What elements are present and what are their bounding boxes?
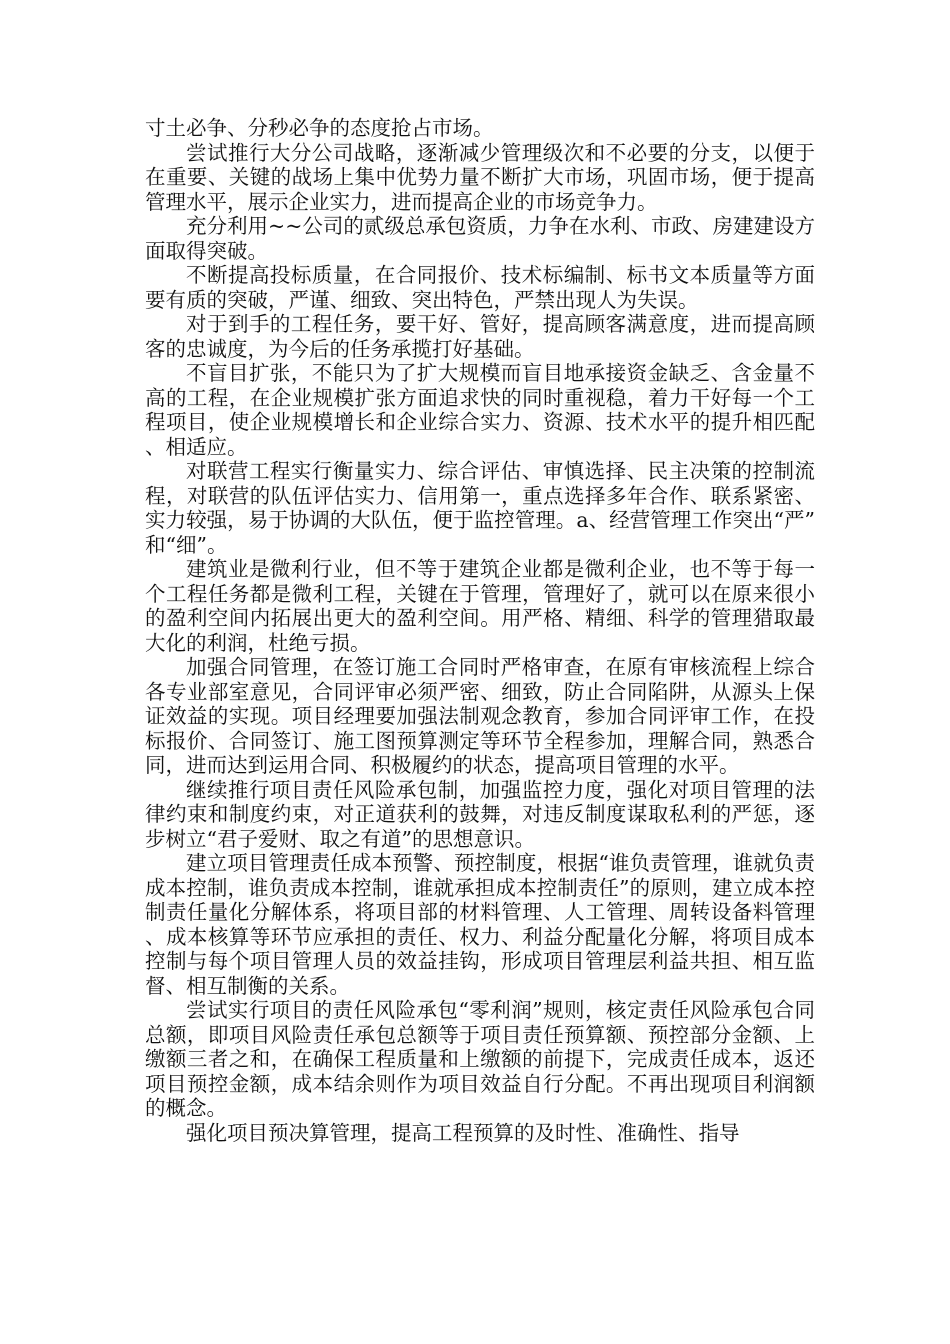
paragraph-4: 不断提高投标质量，在合同报价、技术标编制、标书文本质量等方面要有质的突破，严谨、细致、突出特色，严禁出现人为失误。 [145,263,815,312]
paragraph-5: 对于到手的工程任务，要干好、管好，提高顾客满意度，进而提高顾客的忠诚度，为今后的任务承揽打好基础。 [145,312,815,361]
paragraph-1: 寸土必争、分秒必争的态度抢占市场。 [145,116,494,140]
paragraph-12: 尝试实行项目的责任风险承包“零利润”规则，核定责任风险承包合同总额，即项目风险责任承包总额等于项目责任预算额、预控部分金额、上缴额三者之和，在确保工程质量和上缴额的前提下，完成责任成本，返还项目预控金额，成本结余则作为项目效益自行分配。不再出现项目利润额的概念。 [145,998,815,1120]
paragraph-9: 加强合同管理，在签订施工合同时严格审查，在原有审核流程上综合各专业部室意见，合同评审必须严密、细致，防止合同陷阱，从源头上保证效益的实现。项目经理要加强法制观念教育，参加合同评审工作，在投标报价、合同签订、施工图预算测定等环节全程参加，理解合同，熟悉合同，进而达到运用合同、积极履约的状态，提高项目管理的水平。 [145,655,815,777]
paragraph-2: 尝试推行大分公司战略，逐渐减少管理级次和不必要的分支，以便于在重要、关键的战场上集中优势力量不断扩大市场，巩固市场，便于提高管理水平，展示企业实力，进而提高企业的市场竞争力。 [145,140,815,214]
document-body [145,116,815,1145]
paragraph-7: 对联营工程实行衡量实力、综合评估、审慎选择、民主决策的控制流程，对联营的队伍评估实力、信用第一，重点选择多年合作、联系紧密、实力较强，易于协调的大队伍，便于监控管理。a、经营管理工作突出“严”和“细”。 [145,459,815,557]
paragraph-6: 不盲目扩张，不能只为了扩大规模而盲目地承接资金缺乏、含金量不高的工程，在企业规模扩张方面追求快的同时重视稳，着力干好每一个工程项目，使企业规模增长和企业综合实力、资源、技术水平的提升相匹配、相适应。 [145,361,815,459]
paragraph-8: 建筑业是微利行业，但不等于建筑企业都是微利企业，也不等于每一个工程任务都是微利工程，关键在于管理，管理好了，就可以在原来很小的盈利空间内拓展出更大的盈利空间。用严格、精细、科学的管理猎取最大化的利润，杜绝亏损。 [145,557,815,655]
paragraph-11: 建立项目管理责任成本预警、预控制度，根据“谁负责管理，谁就负责成本控制，谁负责成本控制，谁就承担成本控制责任”的原则，建立成本控制责任量化分解体系，将项目部的材料管理、人工管理、周转设备料管理、成本核算等环节应承担的责任、权力、利益分配量化分解，将项目成本控制与每个项目管理人员的效益挂钩，形成项目管理层利益共担、相互监督、相互制衡的关系。 [145,851,815,998]
paragraph-10: 继续推行项目责任风险承包制，加强监控力度，强化对项目管理的法律约束和制度约束，对正道获利的鼓舞，对违反制度谋取私利的严惩，逐步树立“君子爱财、取之有道”的思想意识。 [145,777,815,851]
paragraph-3: 充分利用~~公司的贰级总承包资质，力争在水利、市政、房建建设方面取得突破。 [145,214,815,263]
paragraph-13: 强化项目预决算管理，提高工程预算的及时性、准确性、指导 [186,1120,740,1145]
